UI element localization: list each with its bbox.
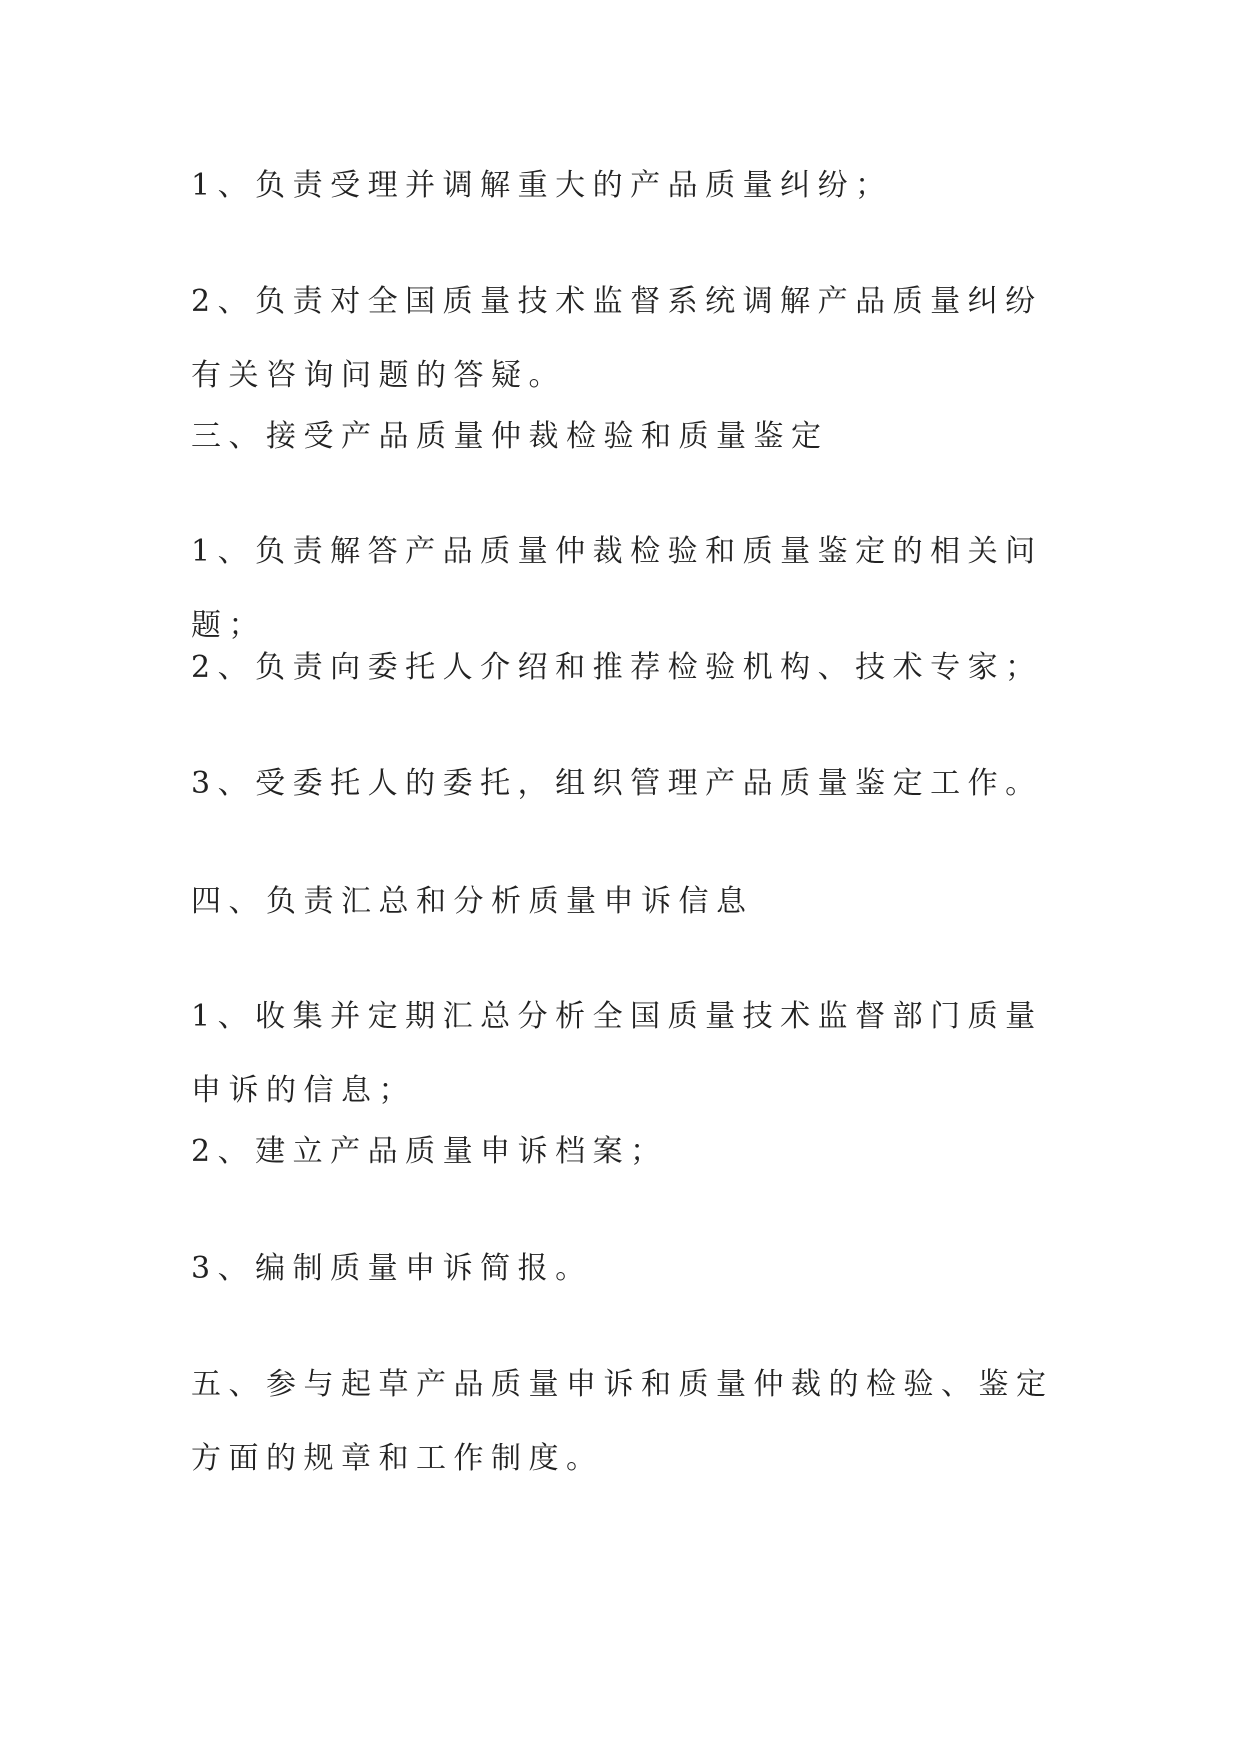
list-item-3-organize-appraisal: 3、受委托人的委托，组织管理产品质量鉴定工作。 — [191, 766, 1043, 801]
list-item-1-mediate-major-disputes: 1、负责受理并调解重大的产品质量纠纷； — [191, 168, 893, 203]
section-heading-4-complaint-information: 四、负责汇总和分析质量申诉信息 — [191, 884, 754, 919]
list-item-2-answer-consultation: 2、负责对全国质量技术监督系统调解产品质量纠纷有关咨询问题的答疑。 — [191, 284, 1043, 393]
list-item-2-complaint-archive: 2、建立产品质量申诉档案； — [191, 1134, 668, 1169]
list-item-2-recommend-institutions: 2、负责向委托人介绍和推荐检验机构、技术专家； — [191, 650, 1043, 685]
section-heading-5-draft-regulations: 五、参与起草产品质量申诉和质量仲裁的检验、鉴定方面的规章和工作制度。 — [191, 1367, 1054, 1476]
list-item-1-answer-arbitration-questions: 1、负责解答产品质量仲裁检验和质量鉴定的相关问题； — [191, 534, 1043, 643]
list-item-3-complaint-bulletin: 3、编制质量申诉简报。 — [191, 1251, 593, 1286]
list-item-1-collect-complaint-info: 1、收集并定期汇总分析全国质量技术监督部门质量申诉的信息； — [191, 999, 1043, 1108]
section-heading-3-arbitration-inspection: 三、接受产品质量仲裁检验和质量鉴定 — [191, 419, 829, 454]
